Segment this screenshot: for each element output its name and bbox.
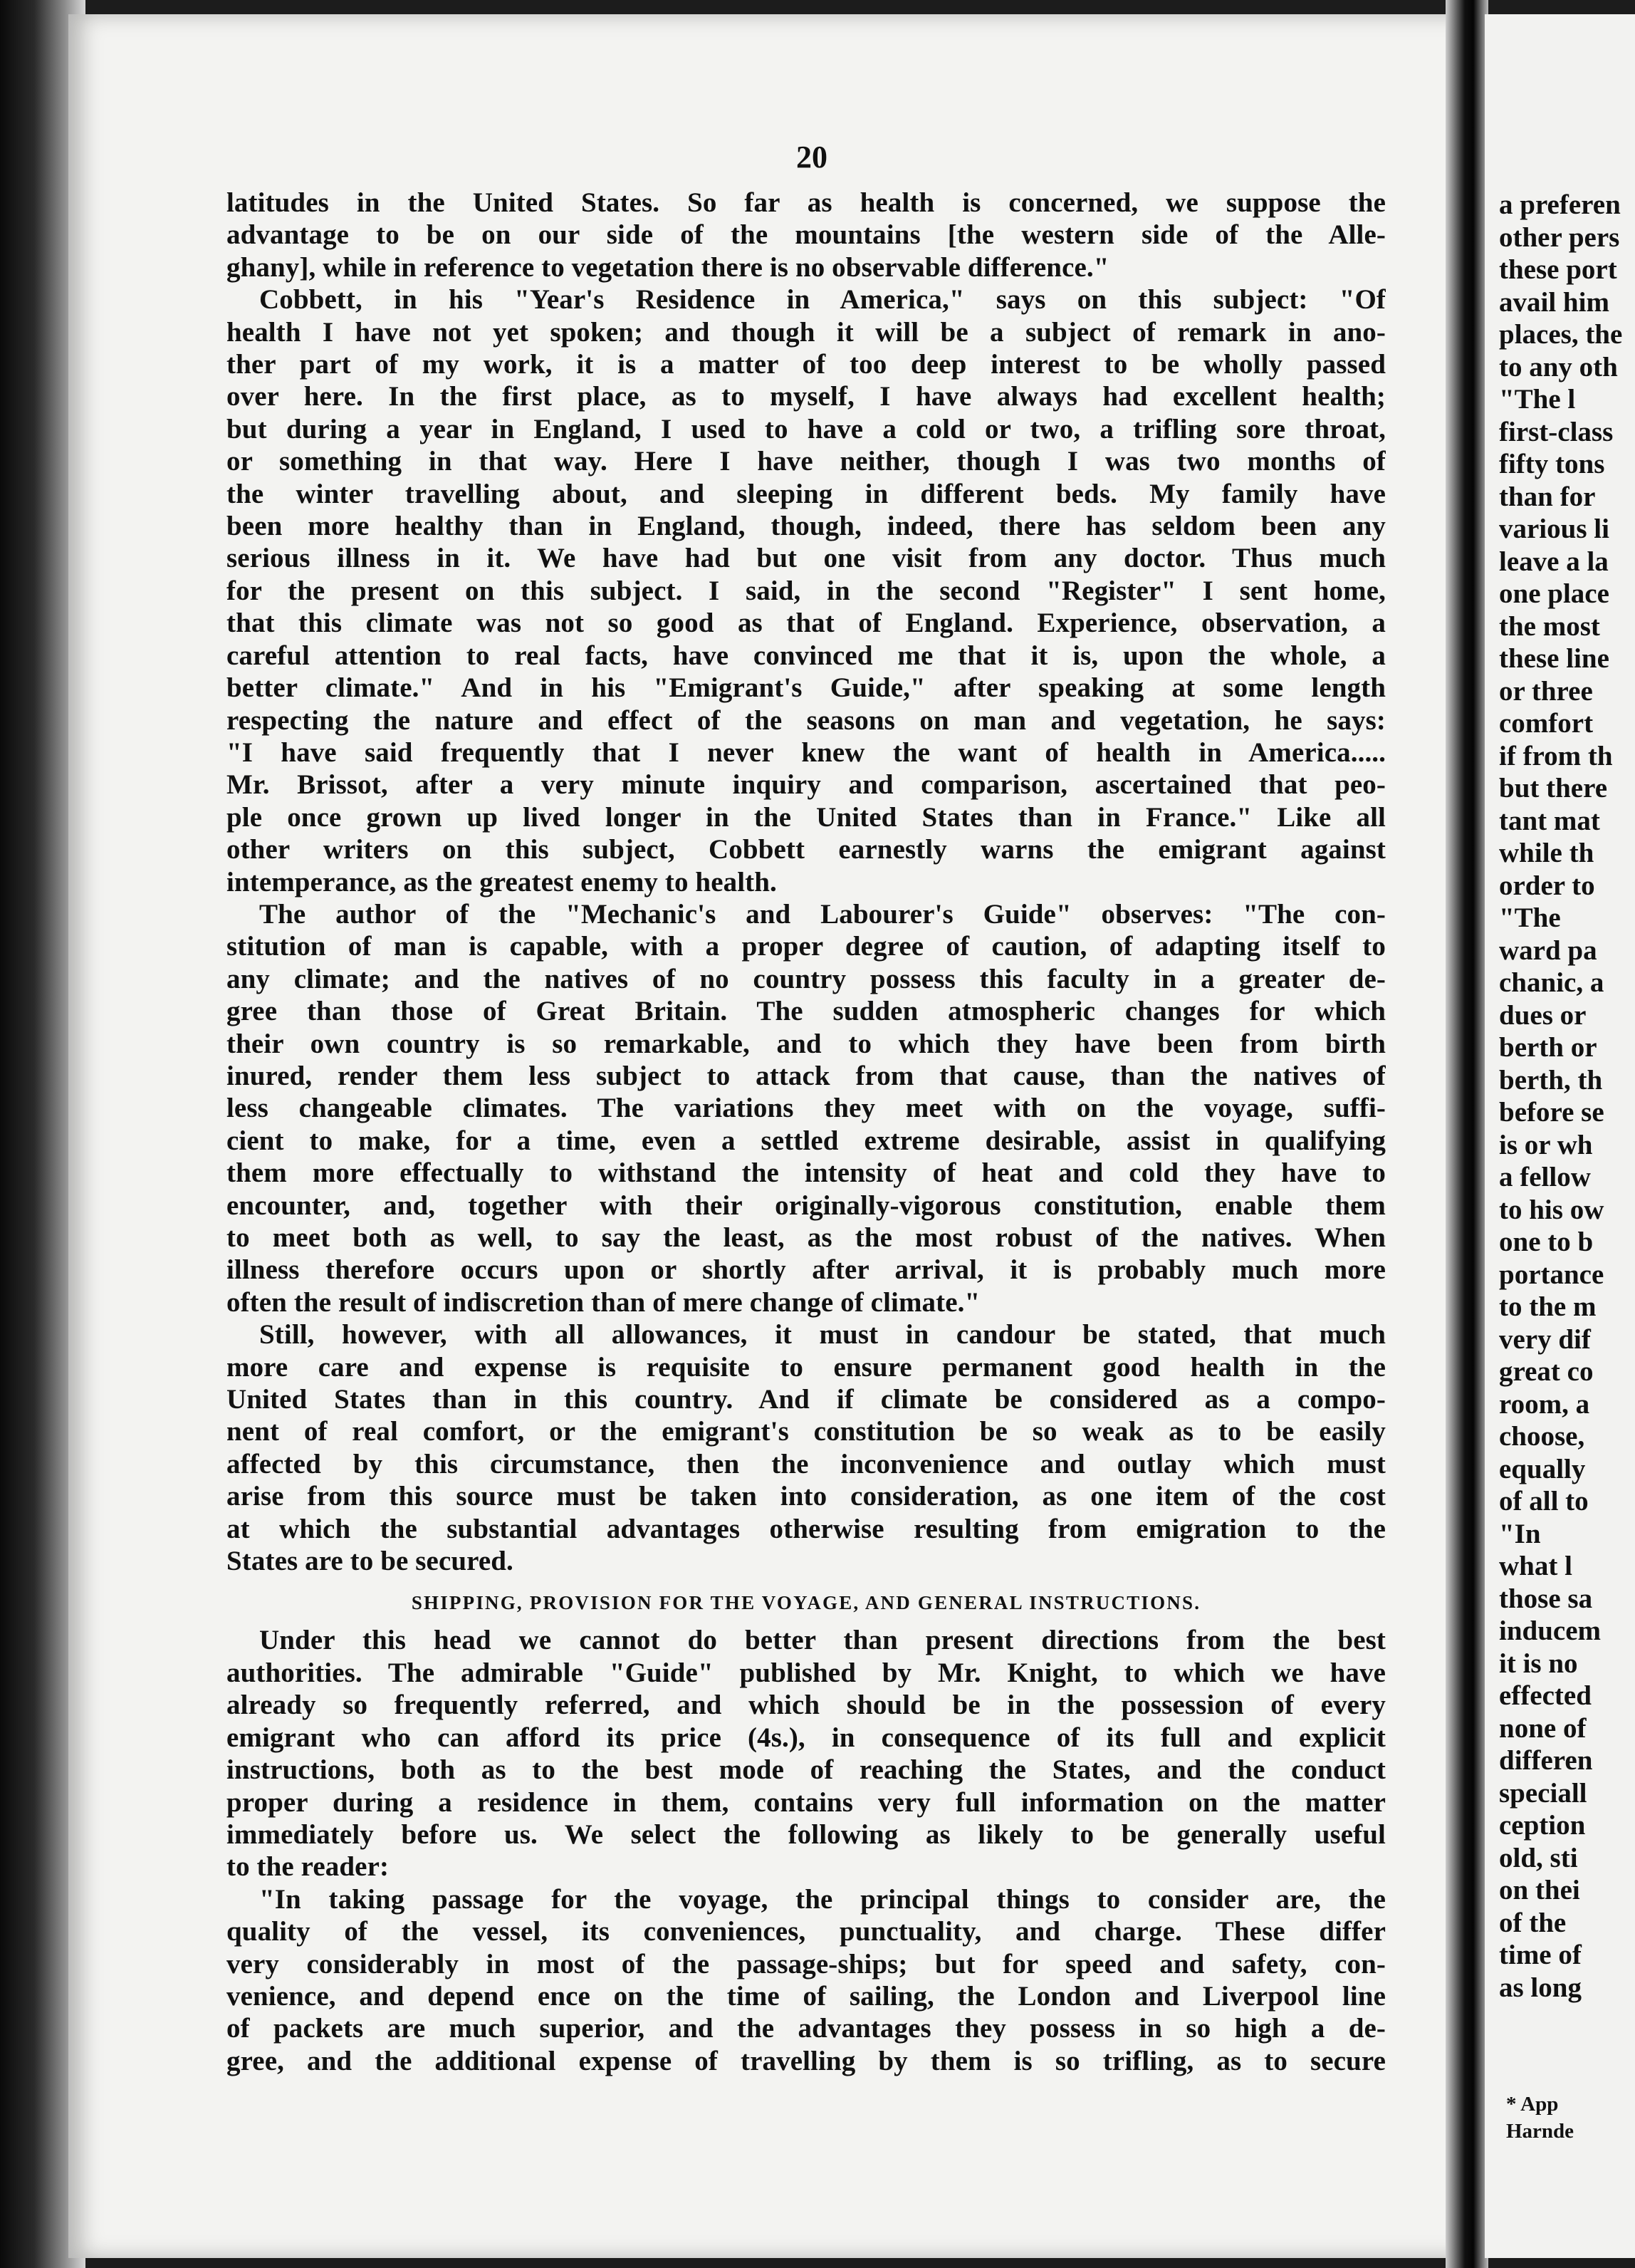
text-line: advantage to be on our side of the mountains [the western side of the Alle- xyxy=(226,219,1386,251)
text-line: authorities. The admirable "Guide" published by Mr. Knight, to which we have xyxy=(226,1657,1386,1688)
text-line: been more healthy than in England, though, indeed, there has seldom been any xyxy=(226,511,1386,542)
text-line: better climate." And in his "Emigrant's Guide," after speaking at some length xyxy=(226,672,1386,704)
text-line: nent of real comfort, or the emigrant's constitution be so weak as to be easily xyxy=(226,1416,1386,1447)
text-line-fragment: places, the xyxy=(1499,319,1623,350)
text-line: arise from this source must be taken into consideration, as one item of the cost xyxy=(226,1481,1386,1512)
text-line: respecting the nature and effect of the seasons on man and vegetation, he says: xyxy=(226,704,1386,736)
text-line: gree than those of Great Britain. The sudden atmospheric changes for which xyxy=(226,996,1386,1027)
text-line-fragment: a preferen xyxy=(1499,189,1621,220)
text-line: of packets are much superior, and the advantages they possess in so high a de- xyxy=(226,2013,1386,2044)
text-line: latitudes in the United States. So far as health is concerned, we suppose the xyxy=(226,187,1386,218)
right-page xyxy=(1485,14,1635,2258)
text-line: venience, and depend ence on the time of sailing, the London and Liverpool line xyxy=(226,1980,1386,2012)
text-line: quality of the vessel, its conveniences, punctuality, and charge. These differ xyxy=(226,1916,1386,1947)
text-line: United States than in this country. And if climate be considered as a compo- xyxy=(226,1384,1386,1415)
text-line-fragment: order to xyxy=(1499,870,1595,901)
text-line-fragment: it is no xyxy=(1499,1648,1578,1679)
text-line-fragment: great co xyxy=(1499,1356,1594,1387)
text-line-fragment: the most xyxy=(1499,610,1600,642)
text-line: the winter travelling about, and sleeping in different beds. My family have xyxy=(226,478,1386,509)
text-line-fragment: effected xyxy=(1499,1680,1592,1711)
page-number: 20 xyxy=(796,140,827,175)
text-line-fragment: first-class xyxy=(1499,416,1614,447)
text-line-fragment: very dif xyxy=(1499,1323,1591,1355)
text-line: Cobbett, in his "Year's Residence in America," says on this subject: "Of xyxy=(259,284,1386,316)
section-heading: SHIPPING, PROVISION FOR THE VOYAGE, AND GENERAL INSTRUCTIONS. xyxy=(411,1592,1201,1614)
text-line: States are to be secured. xyxy=(226,1546,513,1577)
text-line-fragment: ception xyxy=(1499,1810,1586,1841)
text-line: at which the substantial advantages otherwise resulting from emigration to the xyxy=(226,1513,1386,1544)
text-line: The author of the "Mechanic's and Labourer's Guide" observes: "The con- xyxy=(259,898,1386,930)
text-line-fragment: or three xyxy=(1499,675,1593,707)
right-page-body xyxy=(1499,189,1635,2004)
text-line: that this climate was not so good as that of England. Experience, observation, a xyxy=(226,608,1386,639)
text-line: to the reader: xyxy=(226,1851,390,1883)
text-line: cient to make, for a time, even a settled extreme desirable, assist in qualifying xyxy=(226,1125,1386,1156)
text-line-fragment: to any oth xyxy=(1499,351,1618,383)
text-line-fragment: but there xyxy=(1499,773,1608,803)
text-line: already so frequently referred, and which should be in the possession of every xyxy=(226,1690,1386,1721)
text-line-fragment: portance xyxy=(1499,1259,1604,1290)
text-line-fragment: old, sti xyxy=(1499,1842,1578,1873)
text-line-fragment: differen xyxy=(1499,1745,1593,1776)
text-line: careful attention to real facts, have convinced me that it is, upon the whole, a xyxy=(226,640,1386,671)
text-line-fragment: equally xyxy=(1499,1453,1586,1484)
text-line: illness therefore occurs upon or shortly after arrival, it is probably much more xyxy=(226,1254,1386,1286)
text-line: or something in that way. Here I have neither, though I was two months of xyxy=(226,446,1386,477)
text-line: intemperance, as the greatest enemy to health. xyxy=(226,866,777,898)
text-line: more care and expense is requisite to ensure permanent good health in the xyxy=(226,1351,1386,1383)
text-line-fragment: one place xyxy=(1499,578,1609,609)
text-line-fragment: these line xyxy=(1499,643,1609,674)
text-line: instructions, both as to the best mode of reaching the States, and the conduct xyxy=(226,1754,1386,1786)
text-line-fragment: while th xyxy=(1499,838,1594,868)
text-line: very considerably in most of the passage-ships; but for speed and safety, con- xyxy=(226,1948,1386,1980)
text-line: emigrant who can afford its price (4s.), in consequence of its full and explicit xyxy=(226,1722,1386,1753)
text-line-fragment: none of xyxy=(1499,1712,1587,1744)
text-line-fragment: to his ow xyxy=(1499,1194,1604,1225)
text-line: gree, and the additional expense of travelling by them is so trifling, as to secure xyxy=(226,2045,1386,2076)
text-line: proper during a residence in them, contains very full information on the matter xyxy=(226,1786,1386,1818)
text-line: often the result of indiscretion than of mere change of climate." xyxy=(226,1286,981,1318)
footnote-line: * App xyxy=(1506,2093,1559,2116)
text-line-fragment: before se xyxy=(1499,1097,1604,1128)
text-line: over here. In the first place, as to myself, I have always had excellent health; xyxy=(226,381,1386,412)
text-line-fragment: tant mat xyxy=(1499,805,1600,836)
text-line-fragment: other pers xyxy=(1499,222,1620,253)
text-line: encounter, and, together with their originally-vigorous constitution, enable them xyxy=(226,1190,1386,1221)
text-line-fragment: one to b xyxy=(1499,1227,1594,1257)
text-line-fragment: speciall xyxy=(1499,1777,1587,1809)
text-line: ther part of my work, it is a matter of too deep interest to be wholly passed xyxy=(226,349,1386,380)
text-line-fragment: leave a la xyxy=(1499,546,1609,577)
text-line: Under this head we cannot do better than present directions from the best xyxy=(259,1625,1386,1656)
left-page-body xyxy=(226,187,1386,2077)
right-page-footnote xyxy=(1506,2091,1574,2145)
text-line-fragment: to the m xyxy=(1499,1291,1597,1322)
text-line-fragment: dues or xyxy=(1499,999,1587,1031)
text-line-fragment: a fellow xyxy=(1499,1162,1591,1192)
text-line: immediately before us. We select the following as likely to be generally useful xyxy=(226,1819,1386,1850)
text-line: Mr. Brissot, after a very minute inquiry and comparison, ascertained that peo- xyxy=(226,769,1386,801)
text-line: any climate; and the natives of no country possess this faculty in a greater de- xyxy=(226,963,1386,994)
text-line-fragment: "The l xyxy=(1499,384,1576,415)
text-line: Still, however, with all allowances, it must in candour be stated, that much xyxy=(259,1319,1386,1351)
text-line-fragment: of all to xyxy=(1499,1486,1589,1517)
text-line: health I have not yet spoken; and though it will be a subject of remark in ano- xyxy=(226,316,1386,348)
text-line: "I have said frequently that I never knew the want of health in America..... xyxy=(226,737,1386,768)
text-line-fragment: of the xyxy=(1499,1907,1567,1938)
text-line-fragment: fifty tons xyxy=(1499,449,1605,479)
text-line: serious illness in it. We have had but one visit from any doctor. Thus much xyxy=(226,543,1386,574)
text-line-fragment: choose, xyxy=(1499,1421,1585,1452)
text-line-fragment: time of xyxy=(1499,1940,1582,1970)
text-line-fragment: inducem xyxy=(1499,1616,1602,1646)
text-line-fragment: what l xyxy=(1499,1551,1572,1581)
text-line-fragment: those sa xyxy=(1499,1583,1593,1614)
text-line: their own country is so remarkable, and to which they have been from birth xyxy=(226,1028,1386,1059)
footnote-line: Harnde xyxy=(1506,2120,1574,2143)
text-line-fragment: various li xyxy=(1499,514,1609,544)
text-line-fragment: on thei xyxy=(1499,1875,1580,1905)
text-line-fragment: "In xyxy=(1499,1518,1541,1549)
text-line-fragment: "The xyxy=(1499,902,1561,933)
text-line: to meet both as well, to say the least, as the most robust of the natives. When xyxy=(226,1222,1386,1253)
text-line-fragment: avail him xyxy=(1499,286,1609,318)
text-line: inured, render them less subject to attack from that cause, than the natives of xyxy=(226,1060,1386,1091)
text-line-fragment: ward pa xyxy=(1499,935,1597,966)
text-line-fragment: room, a xyxy=(1499,1388,1590,1420)
text-line-fragment: chanic, a xyxy=(1499,967,1604,998)
text-line-fragment: these port xyxy=(1499,254,1617,285)
text-line: other writers on this subject, Cobbett earnestly warns the emigrant against xyxy=(226,834,1386,865)
text-line-fragment: is or wh xyxy=(1499,1129,1593,1160)
text-line-fragment: comfort xyxy=(1499,708,1594,739)
text-line: "In taking passage for the voyage, the principal things to consider are, the xyxy=(259,1883,1386,1915)
text-line: less changeable climates. The variations they meet with on the voyage, suffi- xyxy=(226,1093,1386,1124)
text-line: ple once grown up lived longer in the United States than in France." Like all xyxy=(226,801,1386,833)
text-line-fragment: berth, th xyxy=(1499,1064,1603,1096)
text-line: ghany], while in reference to vegetation there is no observable difference." xyxy=(226,251,1109,283)
text-line: but during a year in England, I used to have a cold or two, a trifling sore throat, xyxy=(226,413,1386,444)
text-line: for the present on this subject. I said, in the second "Register" I sent home, xyxy=(226,575,1386,606)
text-line-fragment: as long xyxy=(1499,1972,1582,2003)
text-line: affected by this circumstance, then the inconvenience and outlay which must xyxy=(226,1448,1386,1479)
text-line-fragment: if from th xyxy=(1499,740,1613,771)
book-gutter xyxy=(1446,0,1488,2268)
text-line: stitution of man is capable, with a proper degree of caution, of adapting itself to xyxy=(226,931,1386,962)
text-line: them more effectually to withstand the intensity of heat and cold they have to xyxy=(226,1158,1386,1189)
text-line-fragment: berth or xyxy=(1499,1032,1597,1063)
text-line-fragment: than for xyxy=(1499,481,1596,512)
